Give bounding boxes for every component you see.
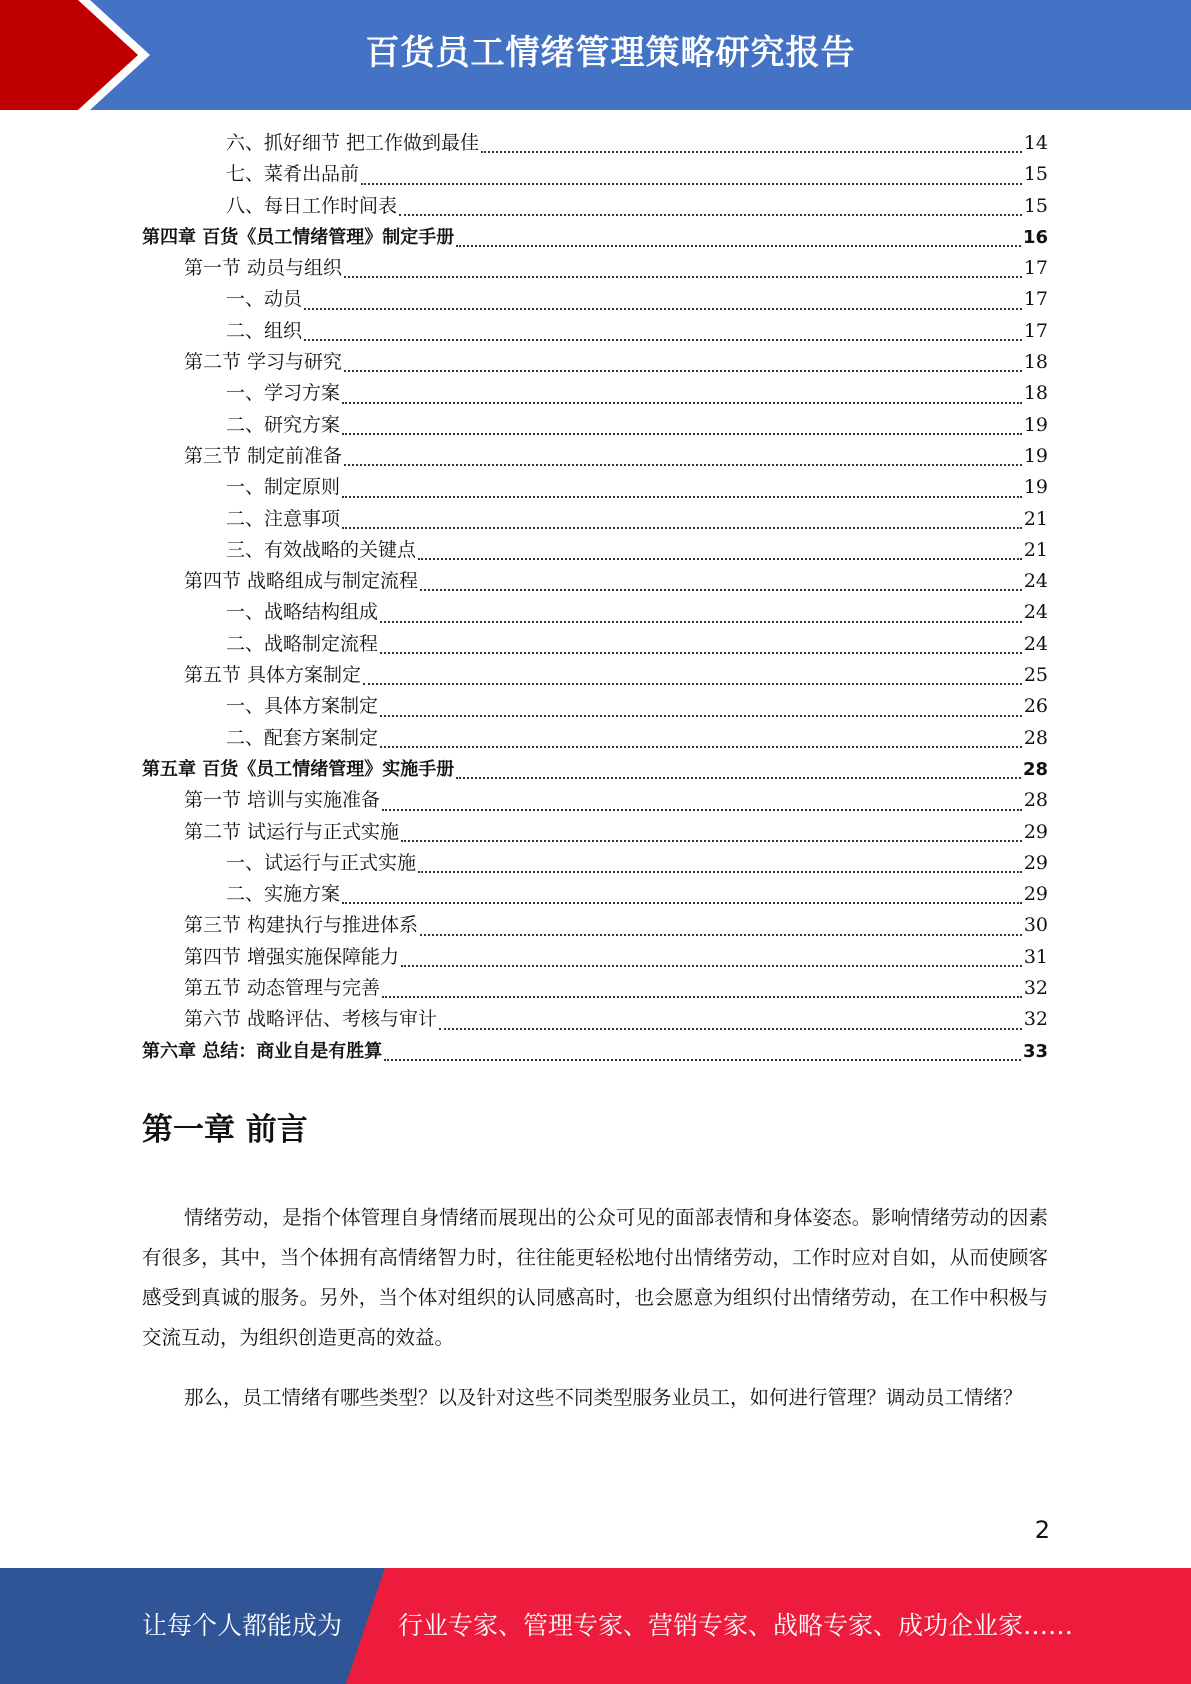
toc-entry-page: 21 <box>1023 507 1048 530</box>
toc-entry-page: 17 <box>1023 319 1048 342</box>
toc-entry[interactable] <box>142 660 1048 691</box>
toc-entry-title: 一、学习方案 <box>226 382 341 405</box>
toc-entry-title: 第五节 具体方案制定 <box>184 664 362 687</box>
toc-entry[interactable] <box>142 472 1048 503</box>
toc-entry-page: 14 <box>1023 132 1048 154</box>
toc-entry[interactable] <box>142 817 1048 848</box>
toc-entry-page: 28 <box>1023 726 1048 749</box>
footer-slogan-right: 行业专家、管理专家、营销专家、战略专家、成功企业家…… <box>398 1611 1074 1640</box>
toc-entry-title: 二、注意事项 <box>226 507 341 530</box>
toc-dot-leader <box>401 840 1022 842</box>
toc-entry-page: 26 <box>1023 695 1048 718</box>
page-footer <box>0 1568 1191 1684</box>
toc-entry-page: 19 <box>1023 476 1048 499</box>
toc-dot-leader <box>342 902 1022 904</box>
toc-entry-page: 33 <box>1022 1040 1048 1062</box>
toc-entry[interactable] <box>142 691 1048 722</box>
toc-entry[interactable] <box>142 629 1048 660</box>
toc-entry-title: 第六节 战略评估、考核与审计 <box>184 1008 438 1031</box>
toc-dot-leader <box>344 464 1022 466</box>
toc-entry-title: 二、实施方案 <box>226 883 341 906</box>
page-number: 2 <box>1034 1516 1050 1544</box>
toc-entry-title: 第一节 动员与组织 <box>184 257 343 280</box>
footer-slogan-left: 让每个人都能成为 <box>142 1611 343 1640</box>
toc-entry-title: 第二节 试运行与正式实施 <box>184 820 400 843</box>
toc-entry[interactable] <box>142 942 1048 973</box>
toc-entry-title: 二、研究方案 <box>226 413 341 436</box>
page-header <box>0 0 1191 110</box>
toc-entry-page: 24 <box>1023 632 1048 655</box>
toc-dot-leader <box>420 934 1022 936</box>
toc-entry-title: 第四章 百货《员工情绪管理》制定手册 <box>142 226 455 248</box>
toc-dot-leader <box>382 996 1022 998</box>
toc-entry[interactable] <box>142 723 1048 754</box>
toc-entry-page: 18 <box>1023 351 1048 374</box>
toc-entry-page: 24 <box>1023 601 1048 624</box>
toc-entry[interactable] <box>142 535 1048 566</box>
toc-entry-title: 一、制定原则 <box>226 476 341 499</box>
body-paragraph-1: 情绪劳动，是指个体管理自身情绪而展现出的公众可见的面部表情和身体姿态。影响情绪劳动的因素有很多，其中，当个体拥有高情绪智力时，往往能更轻松地付出情绪劳动，工作时应对自如，从而使顾客感受到真诚的服务。另外，当个体对组织的认同感高时，也会愿意为组织付出情绪劳动，在工作中积极与交流互动，为组织创造更高的效益。 <box>142 1206 1048 1349</box>
toc-entry-page: 25 <box>1023 664 1048 687</box>
toc-entry-title: 二、战略制定流程 <box>226 632 379 655</box>
toc-dot-leader <box>384 1059 1021 1061</box>
toc-entry[interactable] <box>142 316 1048 347</box>
toc-entry[interactable] <box>142 191 1048 222</box>
toc-entry-title: 第五章 百货《员工情绪管理》实施手册 <box>142 758 455 780</box>
toc-dot-leader <box>380 746 1022 748</box>
toc-entry-title: 第四节 增强实施保障能力 <box>184 945 400 968</box>
toc-dot-leader <box>361 183 1022 185</box>
toc-dot-leader <box>380 621 1022 623</box>
toc-entry-title: 一、具体方案制定 <box>226 695 379 718</box>
toc-entry[interactable] <box>142 504 1048 535</box>
toc-entry-page: 32 <box>1023 1008 1048 1031</box>
toc-entry-title: 一、动员 <box>226 288 303 311</box>
toc-dot-leader <box>399 214 1022 216</box>
toc-dot-leader <box>363 683 1022 685</box>
toc-entry[interactable] <box>142 128 1048 159</box>
toc-entry-page: 19 <box>1023 444 1048 467</box>
toc-entry[interactable] <box>142 284 1048 315</box>
toc-dot-leader <box>304 339 1022 341</box>
toc-dot-leader <box>380 715 1022 717</box>
toc-entry-page: 29 <box>1023 883 1048 906</box>
toc-entry[interactable] <box>142 785 1048 816</box>
toc-dot-leader <box>418 558 1022 560</box>
toc-entry-page: 18 <box>1023 382 1048 405</box>
toc-entry-page: 16 <box>1022 226 1048 248</box>
header-title: 百货员工情绪管理策略研究报告 <box>365 33 856 73</box>
toc-dot-leader <box>342 496 1022 498</box>
toc-entry-page: 17 <box>1023 288 1048 311</box>
toc-dot-leader <box>382 809 1022 811</box>
toc-entry-title: 第一节 培训与实施准备 <box>184 789 381 812</box>
toc-entry-page: 30 <box>1023 914 1048 937</box>
toc-entry-title: 二、配套方案制定 <box>226 726 379 749</box>
toc-entry[interactable] <box>142 973 1048 1004</box>
toc-entry-title: 二、组织 <box>226 319 303 342</box>
toc-entry-title: 第三节 制定前准备 <box>184 444 343 467</box>
toc-entry[interactable] <box>142 159 1048 190</box>
toc-entry-title: 七、菜肴出品前 <box>226 163 360 186</box>
toc-entry[interactable] <box>142 347 1048 378</box>
toc-dot-leader <box>342 402 1022 404</box>
toc-entry[interactable] <box>142 848 1048 879</box>
toc-dot-leader <box>420 589 1022 591</box>
toc-dot-leader <box>344 276 1022 278</box>
toc-dot-leader <box>439 1028 1022 1030</box>
toc-entry-title: 第五节 动态管理与完善 <box>184 977 381 1000</box>
toc-entry-page: 29 <box>1023 820 1048 843</box>
toc-dot-leader <box>456 245 1021 247</box>
toc-entry[interactable] <box>142 222 1048 253</box>
toc-entry-page: 21 <box>1023 538 1048 561</box>
toc-entry-title: 八、每日工作时间表 <box>226 194 398 217</box>
toc-entry-page: 28 <box>1023 789 1048 812</box>
toc-entry-title: 第六章 总结：商业自是有胜算 <box>142 1040 383 1062</box>
toc-entry-page: 15 <box>1023 163 1048 186</box>
toc-entry[interactable] <box>142 597 1048 628</box>
toc-entry-page: 24 <box>1023 570 1048 593</box>
toc-entry[interactable] <box>142 754 1048 785</box>
toc-entry[interactable] <box>142 910 1048 941</box>
toc-entry-page: 28 <box>1022 758 1048 780</box>
toc-dot-leader <box>304 308 1022 310</box>
toc-entry-page: 17 <box>1023 257 1048 280</box>
toc-entry-title: 六、抓好细节 把工作做到最佳 <box>226 132 480 154</box>
toc-entry-page: 32 <box>1023 977 1048 1000</box>
toc-dot-leader <box>342 527 1022 529</box>
table-of-contents <box>142 128 1048 1067</box>
toc-dot-leader <box>380 652 1022 654</box>
toc-dot-leader <box>456 777 1021 779</box>
toc-entry[interactable] <box>142 378 1048 409</box>
toc-dot-leader <box>481 151 1022 153</box>
toc-dot-leader <box>418 871 1022 873</box>
toc-entry[interactable] <box>142 410 1048 441</box>
toc-dot-leader <box>401 965 1022 967</box>
toc-entry-page: 29 <box>1023 851 1048 874</box>
toc-entry-title: 第三节 构建执行与推进体系 <box>184 914 419 937</box>
toc-entry-page: 19 <box>1023 413 1048 436</box>
toc-entry[interactable] <box>142 879 1048 910</box>
toc-entry-page: 31 <box>1023 945 1048 968</box>
toc-entry[interactable] <box>142 566 1048 597</box>
toc-entry-title: 三、有效战略的关键点 <box>226 538 417 561</box>
toc-entry-title: 第二节 学习与研究 <box>184 351 343 374</box>
toc-entry-page: 15 <box>1023 194 1048 217</box>
toc-dot-leader <box>342 433 1022 435</box>
toc-entry-title: 一、试运行与正式实施 <box>226 851 417 874</box>
toc-entry[interactable] <box>142 441 1048 472</box>
toc-entry-title: 第四节 战略组成与制定流程 <box>184 570 419 593</box>
toc-entry[interactable] <box>142 1004 1048 1035</box>
chapter-title: 第一章 前言 <box>142 1112 308 1148</box>
toc-entry[interactable] <box>142 1036 1048 1067</box>
toc-dot-leader <box>344 370 1022 372</box>
toc-entry[interactable] <box>142 253 1048 284</box>
body-paragraph-2: 那么，员工情绪有哪些类型？以及针对这些不同类型服务业员工，如何进行管理？调动员工情绪？ <box>184 1386 1023 1409</box>
toc-entry-title: 一、战略结构组成 <box>226 601 379 624</box>
